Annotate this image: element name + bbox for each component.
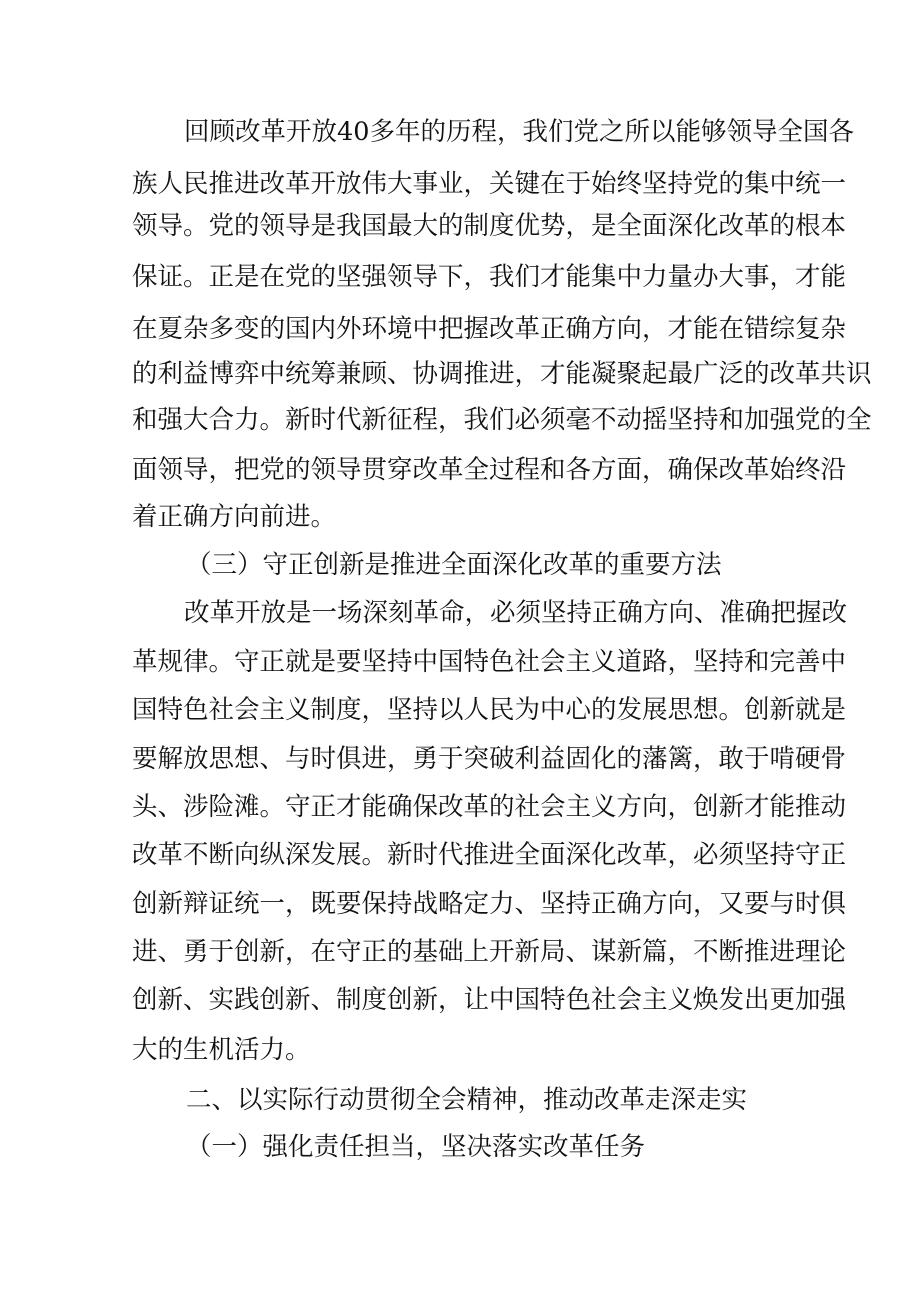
- text-line: 族人民推进改革开放伟大事业，关键在于始终坚持党的集中统一: [132, 169, 847, 199]
- text-line: 领导。党的领导是我国最大的制度优势，是全面深化改革的根本: [132, 211, 847, 241]
- text-line: 创新、实践创新、制度创新，让中国特色社会主义焕发出更加强: [132, 985, 847, 1015]
- section-heading: （三）守正创新是推进全面深化改革的重要方法: [186, 550, 722, 580]
- text-line: 大的生机活力。: [132, 1035, 311, 1065]
- text-line: 进、勇于创新，在守正的基础上开新局、谋新篇，不断推进理论: [132, 937, 847, 967]
- text-line: 革规律。守正就是要坚持中国特色社会主义道路，坚持和完善中: [132, 647, 847, 677]
- text-line: 着正确方向前进。: [132, 502, 337, 532]
- text-line: 改革开放是一场深刻革命，必须坚持正确方向、准确把握改: [184, 598, 848, 628]
- text-line: 国特色社会主义制度，坚持以人民为中心的发展思想。创新就是: [132, 695, 847, 725]
- text-line: 回顾改革开放40多年的历程，我们党之所以能够领导全国各: [184, 117, 854, 147]
- text-line: 面领导，把党的领导贯穿改革全过程和各方面，确保改革始终沿: [132, 455, 847, 485]
- text-line: 改革不断向纵深发展。新时代推进全面深化改革，必须坚持守正: [132, 840, 847, 870]
- text-line: 在夏杂多变的国内外环境中把握改革正确方向，才能在错综复杂: [132, 314, 847, 344]
- text-line: 创新辩证统一，既要保持战略定力、坚持正确方向，又要与时俱: [132, 889, 847, 919]
- subsection-heading: （一）强化责任担当，坚决落实改革任务: [186, 1132, 646, 1162]
- text-line: 保证。正是在党的坚强领导下，我们才能集中力量办大事，才能: [132, 262, 847, 292]
- text-line: 要解放思想、与时俱进，勇于突破利益固化的藩篱，敢于啃硬骨: [132, 744, 847, 774]
- text-line: 的利益博弈中统筹兼顾、协调推进，才能凝聚起最广泛的改革共识: [132, 359, 872, 389]
- text-line: 头、涉险滩。守正才能确保改革的社会主义方向，创新才能推动: [132, 792, 847, 822]
- text-line: 和强大合力。新时代新征程，我们必须毫不动摇坚持和加强党的全: [132, 405, 872, 435]
- section-heading: 二、以实际行动贯彻全会精神，推动改革走深走实: [186, 1085, 748, 1115]
